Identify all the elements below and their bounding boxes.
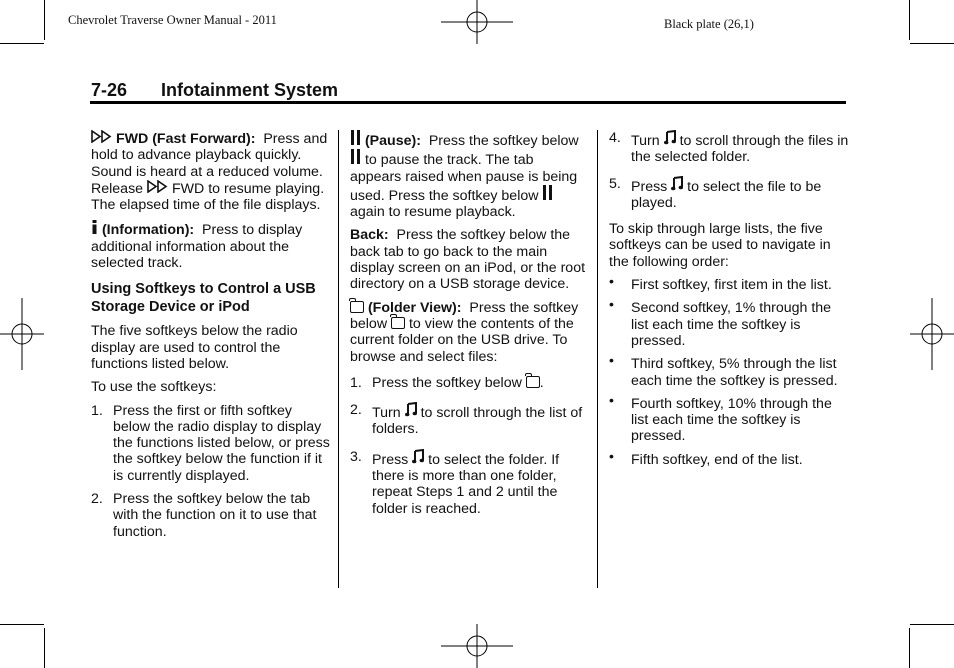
list-item: 5. Press to select the file to be played. — [609, 175, 822, 211]
list-item: • First softkey, first item in the list. — [609, 274, 832, 294]
registration-mark-left — [0, 298, 44, 370]
list-item: • Second softkey, 1% through the list each time the softkey is pressed. — [609, 297, 832, 349]
list-item: • Fifth softkey, end of the list. — [609, 448, 803, 468]
list-item: • Third softkey, 5% through the list each time the softkey is pressed. — [609, 353, 838, 389]
back-label: Back: — [350, 227, 389, 244]
column-divider-2 — [597, 130, 598, 588]
file-steps-list — [609, 130, 849, 211]
list-item: 2. Turn to scroll through the list of folders. — [350, 402, 583, 438]
plate-label: Black plate (26,1) — [664, 17, 754, 31]
pause-paragraph: (Pause): Press the softkey below to pause the track. The tab appears raised when pause is being used. Press the softkey below again to resume playback. — [350, 130, 588, 220]
list-item: 3. Press to select the folder. If there is more than one folder, repeat Steps 1 and 2 until the folder is reached. — [350, 448, 560, 517]
fwd-text-2: FWD to resume playing. The elapsed time of the file displays. — [91, 180, 325, 214]
fwd-label: FWD (Fast Forward): — [115, 131, 256, 147]
list-item: • Fourth softkey, 10% through the list each time the softkey is pressed. — [609, 392, 832, 445]
skip-paragraph: To skip through large lists, the five softkeys can be used to navigate in the following order: — [609, 221, 831, 270]
info-icon — [91, 220, 98, 234]
list-item: 4. Turn to scroll through the files in the selected folder. — [609, 130, 849, 166]
page-title — [91, 80, 338, 101]
info-text: Press to display additional information about the selected track. — [91, 222, 303, 272]
manual-title: Chevrolet Traverse Owner Manual - 2011 — [68, 13, 277, 27]
softkeys-intro: The five softkeys below the radio display are used to control the functions listed below. — [91, 323, 298, 372]
list-item: 2. Press the softkey below the tab with the function on it to use that function. — [91, 491, 317, 540]
folder-icon — [350, 301, 364, 313]
folder-label: (Folder View): — [367, 299, 462, 316]
pause-icon — [350, 130, 361, 145]
softkey-bullets — [609, 274, 849, 468]
folder-icon — [526, 376, 540, 388]
section-title: Infotainment System — [161, 80, 339, 100]
column-3 — [609, 130, 849, 475]
softkeys-use: To use the softkeys: — [91, 379, 217, 396]
music-note-icon — [405, 402, 417, 417]
music-note-icon — [412, 449, 424, 464]
back-paragraph: Back: Press the softkey below the back tab to go back to the main display screen on an iPod, or the root directory on a USB storage device. — [350, 227, 586, 293]
column-divider-1 — [338, 130, 339, 588]
page-number: 7-26 — [91, 80, 128, 100]
folder-paragraph: (Folder View): Press the softkey below to view the contents of the current folder on the USB drive. To browse and select files: — [350, 299, 579, 365]
column-1 — [91, 130, 331, 547]
browse-steps-list — [350, 375, 588, 517]
info-paragraph — [91, 220, 331, 271]
pause-icon — [542, 185, 553, 200]
fast-forward-icon — [147, 180, 168, 193]
pause-label: (Pause): — [364, 133, 421, 149]
list-item: 1. Press the softkey below . — [350, 374, 544, 391]
info-label: (Information): — [101, 222, 195, 239]
section-heading: Using Softkeys to Control a USB Storage Device or iPod — [91, 281, 316, 316]
music-note-icon — [664, 130, 676, 145]
pause-icon — [350, 149, 361, 164]
column-2 — [350, 130, 588, 524]
fwd-text-1: Press and hold to advance playback quickly. Sound is heard at a reduced volume. Release — [91, 131, 328, 197]
folder-icon — [391, 317, 405, 329]
registration-mark-right — [910, 298, 954, 370]
steps-list — [91, 403, 331, 540]
list-item: 1. Press the first or fifth softkey below the radio display to display the functions listed below, or press the softkey below the function if it is currently displayed. — [91, 402, 330, 484]
title-rule — [90, 101, 846, 104]
fwd-paragraph — [91, 130, 331, 213]
fast-forward-icon — [91, 130, 112, 143]
registration-mark-bottom — [441, 624, 513, 668]
registration-mark-top — [441, 0, 513, 44]
music-note-icon — [671, 176, 683, 191]
